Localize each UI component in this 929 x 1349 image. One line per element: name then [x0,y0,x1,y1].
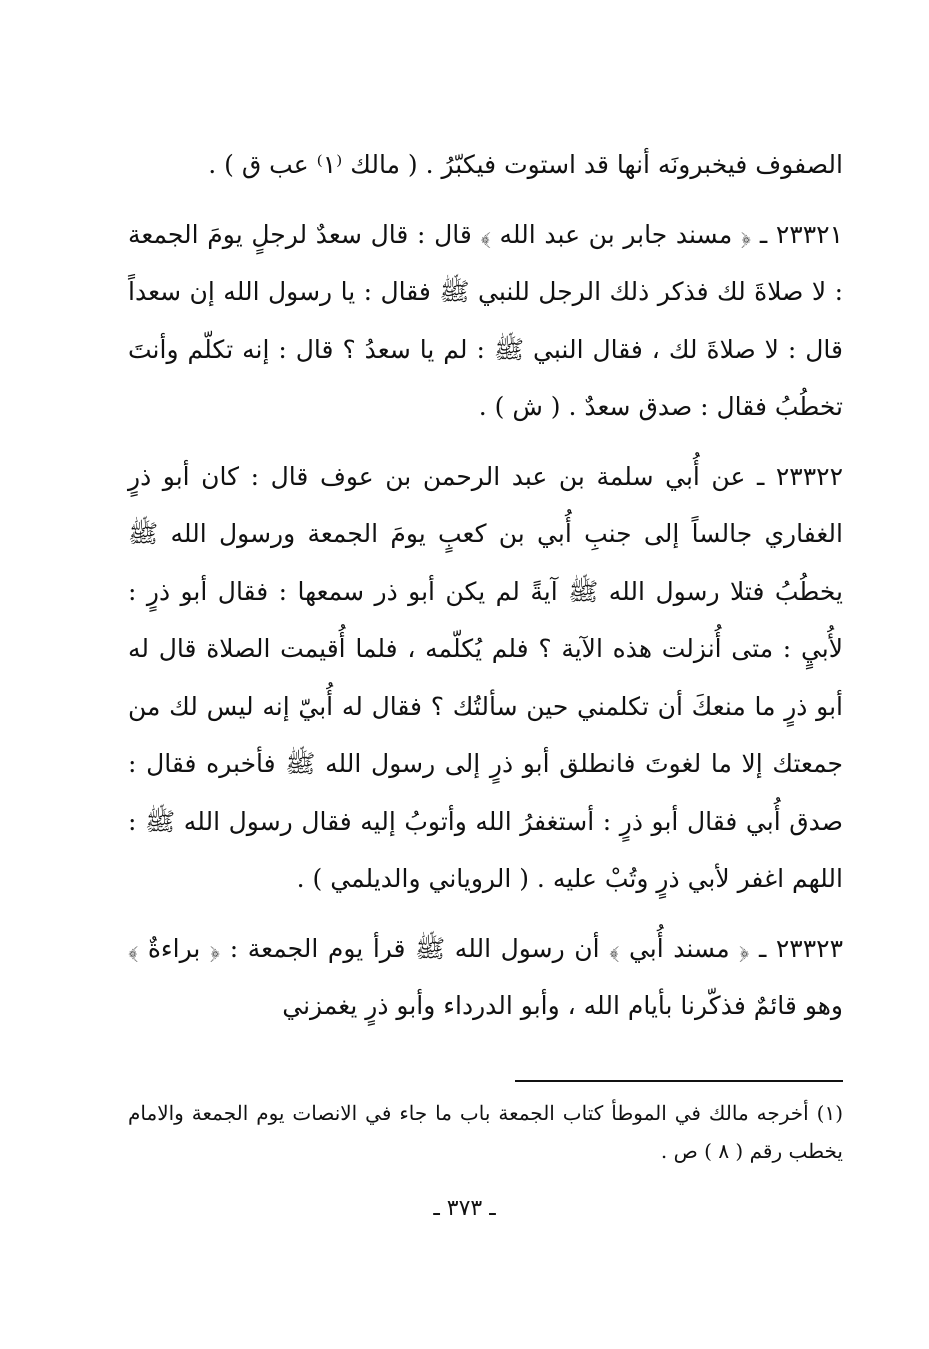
paragraph-hadith-23322: ٢٣٣٢٢ ـ عن أُبي سلمة بن عبد الرحمن بن عوف قال : كان أبو ذرٍ الغفاري جالساً إلى جنبِ أُبي بن كعبٍ يومَ الجمعة ورسول الله ﷺ يخطُبُ فتلا رسول الله ﷺ آيةً لم يكن أبو ذر سمعها : فقال أبو ذرٍ : لأُبيٍ : متى أُنزلت هذه الآية ؟ فلم يُكلّمه ، فلما أُقيمت الصلاة قال له أبو ذرٍ ما منعكَ أن تكلمني حين سألتُك ؟ فقال له أُبيّ إنه ليس لك من جمعتك إلا ما لغوتَ فانطلق أبو ذرٍ إلى رسول الله ﷺ فأخبره فقال : صدق أُبي فقال أبو ذرٍ : أستغفرُ الله وأتوبُ إليه فقال رسول الله ﷺ : اللهم اغفر لأبي ذرٍ وتُبْ عليه . ( الروياني والديلمي ) . [128,461,843,893]
body-text [128,136,843,1035]
footnote-divider [515,1080,843,1082]
paragraph-hadith-23321: ٢٣٣٢١ ـ ﴿ مسند جابر بن عبد الله ﴾ قال : قال سعدٌ لرجلٍ يومَ الجمعة : لا صلاةَ لك فذكر ذلك الرجل للنبي ﷺ فقال : يا رسول الله إن سعداً قال : لا صلاةَ لك ، فقال النبي ﷺ : لم يا سعدُ ؟ قال : إنه تكلّم وأنتَ تخطُبُ فقال : صدق سعدٌ . ( ش ) . [128,219,843,421]
paragraph-continuation: الصفوف فيخبرونَه أنها قد استوت فيكبّرُ . ( مالك ⁽١⁾ عب ق ) . [208,150,843,179]
footnote-1: (١) أخرجه مالك في الموطأ كتاب الجمعة باب ما جاء في الانصات يوم الجمعة والامام يخطب رقم ( ٨ ) ص . [128,1101,843,1163]
page-number: ـ ٣٧٣ ـ [433,1196,496,1221]
footnotes [128,1094,843,1170]
paragraph-hadith-23323: ٢٣٣٢٣ ـ ﴿ مسند أُبي ﴾ أن رسول الله ﷺ قرأ يوم الجمعة : ﴿ براءةٌ ﴾ وهو قائمٌ فذكّرنا بأيام الله ، وأبو الدرداء وأبو ذرٍ يغمزني [128,933,843,1020]
